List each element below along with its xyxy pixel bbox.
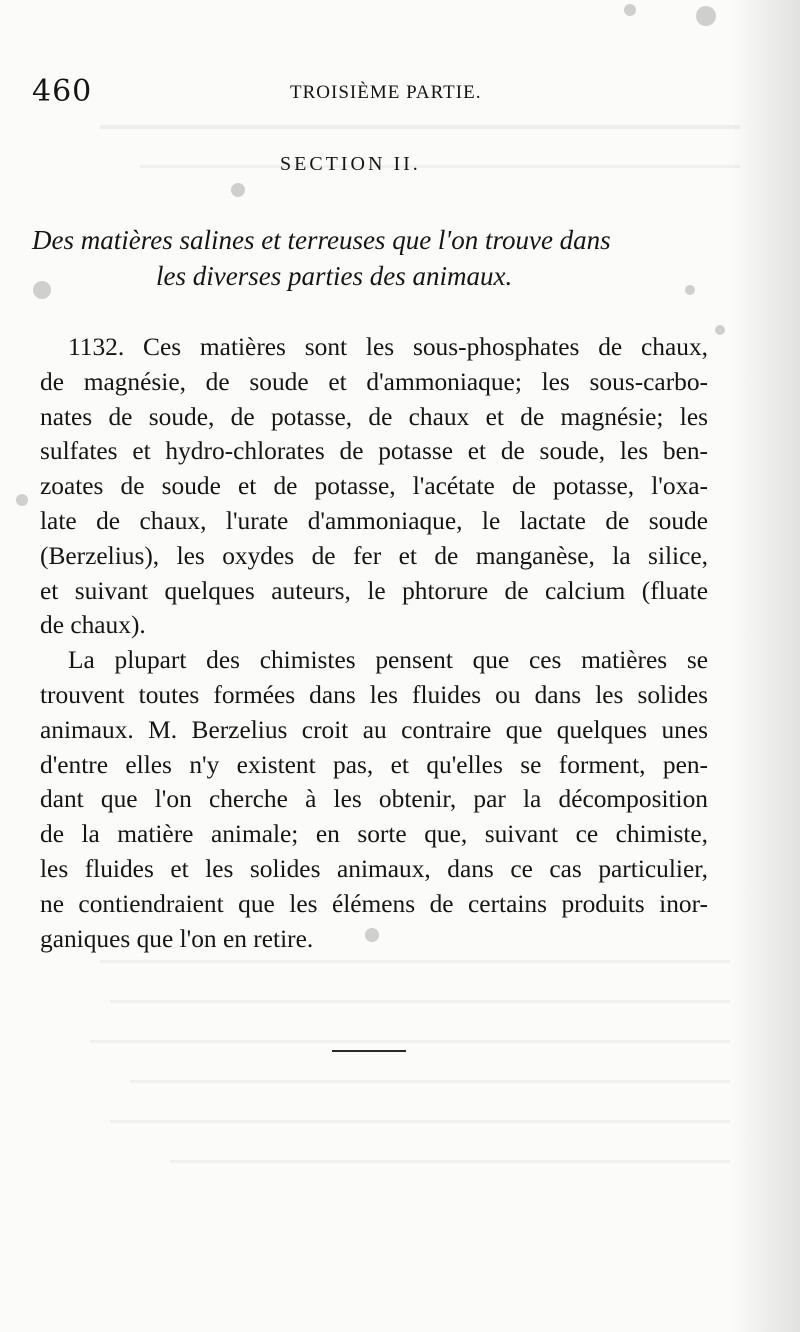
text-line: de magnésie, de soude et d'ammoniaque; les sous-carbo- — [40, 367, 708, 396]
section-title-line-1: Des matières salines et terreuses que l'on trouve dans — [32, 225, 611, 255]
text-line: late de chaux, l'urate d'ammoniaque, le lactate de soude — [40, 506, 708, 535]
page-edge-shadow — [730, 0, 800, 1332]
section-heading: SECTION II. — [280, 153, 421, 175]
text-line: La plupart des chimistes pensent que ces matières se — [68, 646, 708, 675]
paragraph-1132 — [40, 330, 708, 643]
text-line: ganiques que l'on en retire. — [40, 924, 314, 953]
text-line: de la matière animale; en sorte que, suivant ce chimiste, — [40, 820, 708, 849]
text-line: (Berzelius), les oxydes de fer et de manganèse, la silice, — [40, 541, 708, 570]
text-line: 1132. Ces matières sont les sous-phosphates de chaux, — [68, 333, 708, 361]
text-line: et suivant quelques auteurs, le phtorure de calcium (fluate — [40, 576, 708, 605]
running-title: TROISIÈME PARTIE. — [290, 82, 482, 103]
text-line: animaux. M. Berzelius croit au contraire que quelques unes — [40, 715, 708, 744]
text-line: sulfates et hydro-chlorates de potasse et de soude, les ben- — [40, 437, 708, 466]
text-line: les fluides et les solides animaux, dans ce cas particulier, — [40, 854, 708, 883]
page-header — [32, 74, 722, 110]
text-line: zoates de soude et de potasse, l'acétate de potasse, l'oxa- — [40, 472, 708, 501]
text-line: de chaux). — [40, 611, 146, 640]
page-number: 460 — [32, 74, 93, 109]
text-line: trouvent toutes formées dans les fluides ou dans les solides — [40, 680, 708, 709]
section-end-rule — [332, 1050, 406, 1052]
text-line: d'entre elles n'y existent pas, et qu'elles se forment, pen- — [40, 750, 708, 779]
text-line: ne contiendraient que les élémens de certains produits inor- — [40, 889, 708, 918]
body-text — [40, 330, 708, 956]
section-title — [32, 222, 712, 294]
text-line: nates de soude, de potasse, de chaux et de magnésie; les — [40, 402, 708, 431]
paragraph-2 — [40, 643, 708, 956]
text-line: dant que l'on cherche à les obtenir, par la décomposition — [40, 785, 708, 814]
section-title-line-2: les diverses parties des animaux. — [156, 261, 513, 291]
